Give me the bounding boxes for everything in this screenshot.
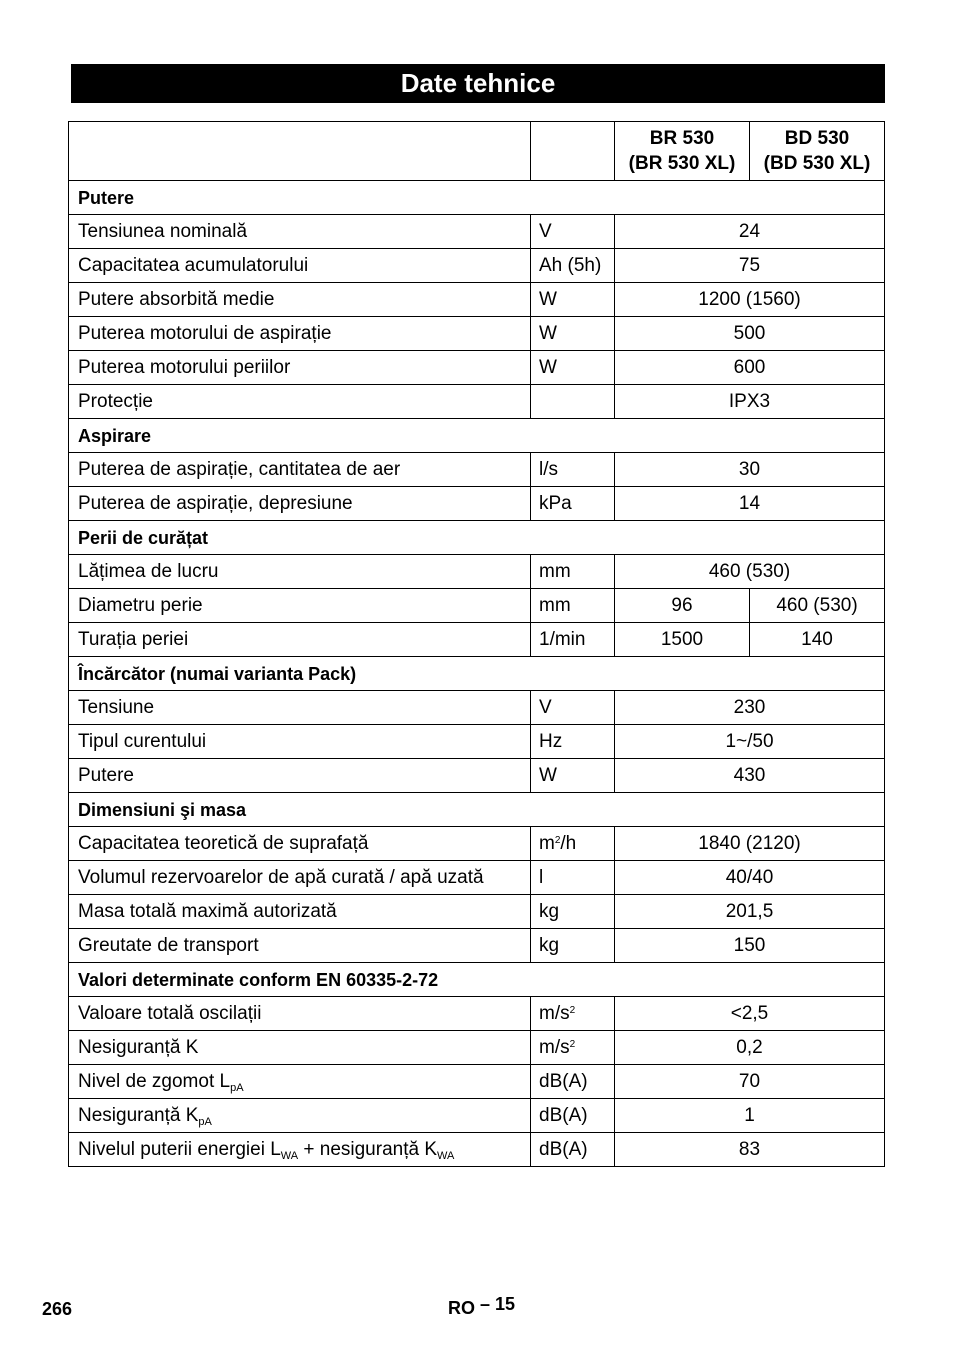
- label-base: Nivel de zgomot L: [78, 1070, 231, 1092]
- row-unit: [531, 827, 615, 861]
- table-row: [69, 385, 885, 419]
- table-row: [69, 589, 885, 623]
- table-row: [69, 215, 885, 249]
- page-number: 266: [42, 1299, 73, 1319]
- section-header-row: [69, 793, 885, 827]
- row-label: [69, 1065, 531, 1099]
- row-unit: Hz: [531, 725, 615, 759]
- row-unit: dB(A): [531, 1133, 615, 1167]
- unit-tail: /h: [560, 832, 577, 854]
- label-subscript: pA: [198, 1115, 212, 1128]
- technical-data-table: [68, 121, 885, 1167]
- row-value: 75: [615, 249, 885, 283]
- row-value: 430: [615, 759, 885, 793]
- row-label: Greutate de transport: [69, 929, 531, 963]
- section-title: Perii de curățat: [69, 521, 885, 555]
- column-model: BR 530: [649, 128, 715, 149]
- table-row: [69, 1031, 885, 1065]
- unit-base: m: [539, 832, 555, 854]
- table-row: [69, 861, 885, 895]
- row-label: Valoare totală oscilații: [69, 997, 531, 1031]
- section-title: Încărcător (numai varianta Pack): [69, 657, 885, 691]
- row-unit: Ah (5h): [531, 249, 615, 283]
- row-label: Capacitatea teoretică de suprafață: [69, 827, 531, 861]
- label-subscript: pA: [230, 1081, 244, 1094]
- row-value-br530: 1500: [615, 623, 750, 657]
- row-unit: l: [531, 861, 615, 895]
- row-label: [69, 1133, 531, 1167]
- row-unit: V: [531, 691, 615, 725]
- table-row: [69, 691, 885, 725]
- table-row: [69, 895, 885, 929]
- label-middle: + nesiguranță K: [298, 1138, 437, 1160]
- table-row: [69, 487, 885, 521]
- table-row: [69, 997, 885, 1031]
- row-unit: mm: [531, 555, 615, 589]
- header-empty-unit: [531, 122, 615, 181]
- row-unit: W: [531, 759, 615, 793]
- row-unit: V: [531, 215, 615, 249]
- table-row: [69, 759, 885, 793]
- row-label: Tensiunea nominală: [69, 215, 531, 249]
- row-label: Puterea de aspirație, cantitatea de aer: [69, 453, 531, 487]
- row-value: 600: [615, 351, 885, 385]
- row-label: Putere: [69, 759, 531, 793]
- row-unit: mm: [531, 589, 615, 623]
- row-unit: dB(A): [531, 1065, 615, 1099]
- row-unit: W: [531, 351, 615, 385]
- row-label: Tipul curentului: [69, 725, 531, 759]
- header-empty-label: [69, 122, 531, 181]
- section-page-number: 15: [495, 1294, 516, 1314]
- table-row: [69, 827, 885, 861]
- row-label: [69, 1099, 531, 1133]
- row-value: 83: [615, 1133, 885, 1167]
- section-header-row: [69, 963, 885, 997]
- row-value: 230: [615, 691, 885, 725]
- row-label: Capacitatea acumulatorului: [69, 249, 531, 283]
- column-variant: (BD 530 XL): [763, 153, 871, 174]
- row-value: 460 (530): [615, 555, 885, 589]
- row-label: Nesiguranță K: [69, 1031, 531, 1065]
- row-label: Putere absorbită medie: [69, 283, 531, 317]
- section-title: Putere: [69, 181, 885, 215]
- row-value: <2,5: [615, 997, 885, 1031]
- row-value-bd530: 140: [750, 623, 885, 657]
- language-code: RO: [448, 1298, 475, 1318]
- row-unit: kg: [531, 895, 615, 929]
- row-label: Masa totală maximă autorizată: [69, 895, 531, 929]
- unit-superscript: 2: [569, 1038, 576, 1050]
- row-label: Puterea motorului periilor: [69, 351, 531, 385]
- table-row: [69, 317, 885, 351]
- row-label: Lățimea de lucru: [69, 555, 531, 589]
- row-unit: 1/min: [531, 623, 615, 657]
- row-value: 0,2: [615, 1031, 885, 1065]
- table-row: [69, 929, 885, 963]
- label-base: Nesiguranță K: [78, 1104, 199, 1126]
- row-value-bd530: 460 (530): [750, 589, 885, 623]
- row-value: 40/40: [615, 861, 885, 895]
- table-row: [69, 249, 885, 283]
- row-value: 201,5: [615, 895, 885, 929]
- label-subscript: WA: [280, 1149, 299, 1162]
- row-value: 1200 (1560): [615, 283, 885, 317]
- row-unit: [531, 385, 615, 419]
- section-header-row: [69, 181, 885, 215]
- table-header-row: [69, 122, 885, 181]
- table-row: [69, 725, 885, 759]
- column-model: BD 530: [784, 128, 850, 149]
- row-label: Turația periei: [69, 623, 531, 657]
- page-title: Date tehnice: [71, 64, 885, 103]
- row-value: IPX3: [615, 385, 885, 419]
- table-row: [69, 623, 885, 657]
- table-row: [69, 351, 885, 385]
- row-label: Volumul rezervoarelor de apă curată / apă uzată: [69, 861, 531, 895]
- table-row: [69, 1065, 885, 1099]
- row-unit: [531, 1031, 615, 1065]
- row-value: 500: [615, 317, 885, 351]
- row-value: 14: [615, 487, 885, 521]
- unit-superscript: 2: [569, 1004, 576, 1016]
- section-separator: –: [480, 1294, 491, 1314]
- section-header-row: [69, 657, 885, 691]
- label-base: Nivelul puterii energiei L: [78, 1138, 281, 1160]
- table-row: [69, 283, 885, 317]
- table-row: [69, 555, 885, 589]
- row-label: Tensiune: [69, 691, 531, 725]
- section-title: Dimensiuni şi masa: [69, 793, 885, 827]
- row-value-br530: 96: [615, 589, 750, 623]
- row-value: 70: [615, 1065, 885, 1099]
- row-value: 1840 (2120): [615, 827, 885, 861]
- column-header-br530: [615, 122, 750, 181]
- section-header-row: [69, 521, 885, 555]
- row-value: 1: [615, 1099, 885, 1133]
- section-header-row: [69, 419, 885, 453]
- row-label: Diametru perie: [69, 589, 531, 623]
- unit-superscript: 2: [554, 834, 561, 846]
- section-title: Aspirare: [69, 419, 885, 453]
- row-unit: kPa: [531, 487, 615, 521]
- row-unit: W: [531, 317, 615, 351]
- row-unit: W: [531, 283, 615, 317]
- table-row: [69, 453, 885, 487]
- unit-base: m/s: [539, 1036, 570, 1058]
- column-variant: (BR 530 XL): [628, 153, 736, 174]
- label-subscript-2: WA: [437, 1149, 455, 1162]
- section-title: Valori determinate conform EN 60335-2-72: [69, 963, 885, 997]
- table-row: [69, 1133, 885, 1167]
- row-value: 1~/50: [615, 725, 885, 759]
- row-value: 150: [615, 929, 885, 963]
- row-value: 24: [615, 215, 885, 249]
- row-unit: dB(A): [531, 1099, 615, 1133]
- row-label: Protecție: [69, 385, 531, 419]
- row-unit: kg: [531, 929, 615, 963]
- row-label: Puterea motorului de aspirație: [69, 317, 531, 351]
- table-row: [69, 1099, 885, 1133]
- unit-base: m/s: [539, 1002, 570, 1024]
- row-unit: [531, 997, 615, 1031]
- row-value: 30: [615, 453, 885, 487]
- row-unit: l/s: [531, 453, 615, 487]
- section-page-indicator: [448, 1294, 516, 1319]
- column-header-bd530: [750, 122, 885, 181]
- row-label: Puterea de aspirație, depresiune: [69, 487, 531, 521]
